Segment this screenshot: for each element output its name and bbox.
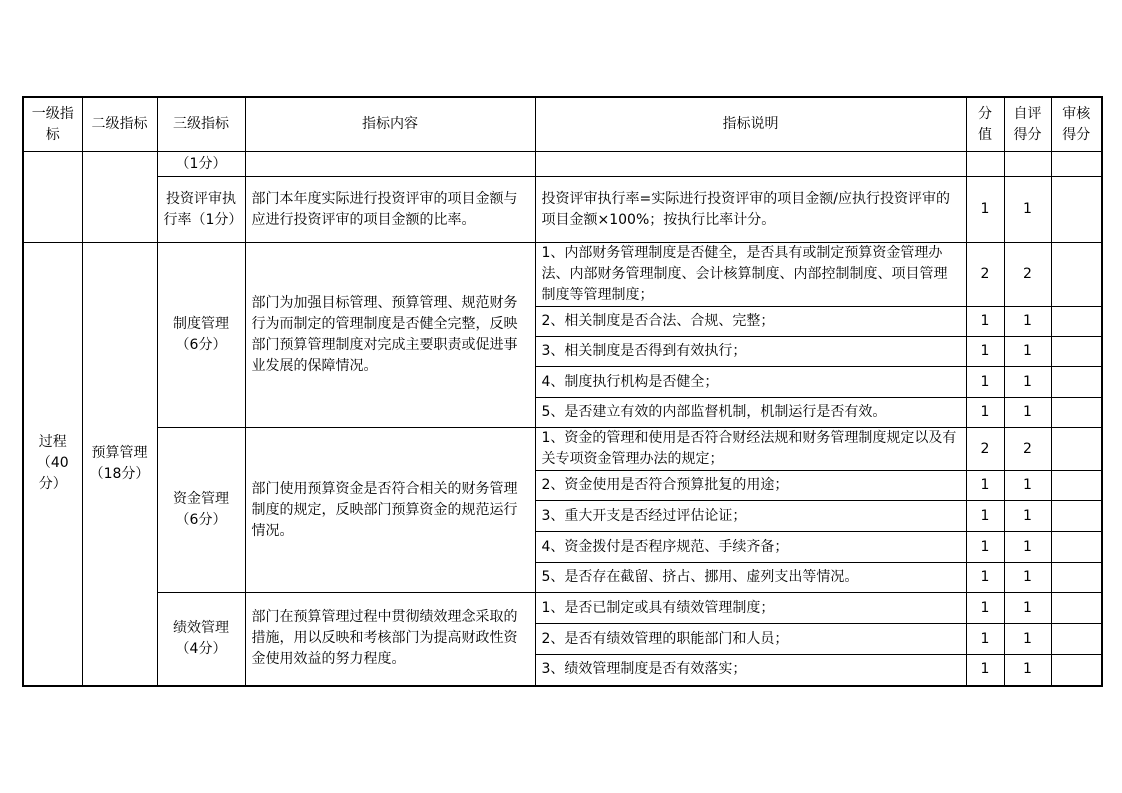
score-cell: 1 bbox=[966, 177, 1004, 243]
evaluation-table bbox=[22, 96, 1103, 687]
audit-score-cell bbox=[1051, 471, 1102, 501]
score-cell: 1 bbox=[966, 563, 1004, 593]
score-cell: 1 bbox=[966, 367, 1004, 398]
table-row bbox=[23, 593, 1102, 624]
desc-cell: 3、相关制度是否得到有效执行； bbox=[535, 337, 966, 367]
desc-cell: 4、资金拨付是否程序规范、手续齐备； bbox=[535, 532, 966, 563]
self-score-cell bbox=[1004, 152, 1051, 177]
level2-cell: 预算管理（18分） bbox=[82, 243, 157, 686]
self-score-cell: 1 bbox=[1004, 593, 1051, 624]
audit-score-cell bbox=[1051, 532, 1102, 563]
score-cell: 2 bbox=[966, 243, 1004, 307]
desc-cell: 2、是否有绩效管理的职能部门和人员； bbox=[535, 624, 966, 655]
desc-cell bbox=[535, 152, 966, 177]
content-cell bbox=[245, 152, 535, 177]
content-cell: 部门在预算管理过程中贯彻绩效理念采取的措施，用以反映和考核部门为提高财政性资金使用效益的努力程度。 bbox=[245, 593, 535, 686]
self-score-cell: 1 bbox=[1004, 471, 1051, 501]
self-score-cell: 1 bbox=[1004, 177, 1051, 243]
score-cell: 1 bbox=[966, 471, 1004, 501]
level3-cell: 资金管理（6分） bbox=[157, 428, 245, 593]
audit-score-cell bbox=[1051, 307, 1102, 337]
score-cell: 1 bbox=[966, 532, 1004, 563]
desc-cell: 3、绩效管理制度是否有效落实； bbox=[535, 655, 966, 686]
score-cell: 1 bbox=[966, 624, 1004, 655]
score-cell: 1 bbox=[966, 593, 1004, 624]
level3-cell: 制度管理（6分） bbox=[157, 243, 245, 428]
desc-cell: 5、是否建立有效的内部监督机制，机制运行是否有效。 bbox=[535, 398, 966, 428]
header-level3: 三级指标 bbox=[157, 97, 245, 152]
self-score-cell: 1 bbox=[1004, 398, 1051, 428]
level3-cell: 投资评审执行率（1分） bbox=[157, 177, 245, 243]
self-score-cell: 1 bbox=[1004, 655, 1051, 686]
header-audit-score: 审核得分 bbox=[1051, 97, 1102, 152]
header-level2: 二级指标 bbox=[82, 97, 157, 152]
audit-score-cell bbox=[1051, 152, 1102, 177]
level3-cell-cont: （1分） bbox=[157, 152, 245, 177]
self-score-cell: 1 bbox=[1004, 307, 1051, 337]
score-cell: 1 bbox=[966, 337, 1004, 367]
score-cell: 1 bbox=[966, 307, 1004, 337]
desc-cell: 2、资金使用是否符合预算批复的用途； bbox=[535, 471, 966, 501]
self-score-cell: 1 bbox=[1004, 337, 1051, 367]
audit-score-cell bbox=[1051, 624, 1102, 655]
header-row bbox=[23, 97, 1102, 152]
self-score-cell: 1 bbox=[1004, 367, 1051, 398]
desc-cell: 1、内部财务管理制度是否健全，是否具有或制定预算资金管理办法、内部财务管理制度、会计核算制度、内部控制制度、项目管理制度等管理制度； bbox=[535, 243, 966, 307]
desc-cell: 3、重大开支是否经过评估论证； bbox=[535, 501, 966, 532]
score-cell: 1 bbox=[966, 398, 1004, 428]
score-cell: 1 bbox=[966, 655, 1004, 686]
audit-score-cell bbox=[1051, 398, 1102, 428]
table-row bbox=[23, 243, 1102, 307]
audit-score-cell bbox=[1051, 243, 1102, 307]
self-score-cell: 2 bbox=[1004, 243, 1051, 307]
content-cell: 部门为加强目标管理、预算管理、规范财务行为而制定的管理制度是否健全完整，反映部门预算管理制度对完成主要职责或促进事业发展的保障情况。 bbox=[245, 243, 535, 428]
desc-cell: 1、资金的管理和使用是否符合财经法规和财务管理制度规定以及有关专项资金管理办法的规定； bbox=[535, 428, 966, 471]
content-cell: 部门本年度实际进行投资评审的项目金额与应进行投资评审的项目金额的比率。 bbox=[245, 177, 535, 243]
audit-score-cell bbox=[1051, 563, 1102, 593]
score-cell: 2 bbox=[966, 428, 1004, 471]
audit-score-cell bbox=[1051, 367, 1102, 398]
audit-score-cell bbox=[1051, 593, 1102, 624]
level1-cell-cont bbox=[23, 152, 82, 243]
level1-cell: 过程（40分） bbox=[23, 243, 82, 686]
header-description: 指标说明 bbox=[535, 97, 966, 152]
desc-cell: 2、相关制度是否合法、合规、完整； bbox=[535, 307, 966, 337]
self-score-cell: 1 bbox=[1004, 624, 1051, 655]
level3-cell: 绩效管理（4分） bbox=[157, 593, 245, 686]
desc-cell: 投资评审执行率=实际进行投资评审的项目金额/应执行投资评审的项目金额×100%；按执行比率计分。 bbox=[535, 177, 966, 243]
desc-cell: 5、是否存在截留、挤占、挪用、虚列支出等情况。 bbox=[535, 563, 966, 593]
audit-score-cell bbox=[1051, 655, 1102, 686]
level2-cell-cont bbox=[82, 152, 157, 243]
audit-score-cell bbox=[1051, 428, 1102, 471]
header-level1: 一级指标 bbox=[23, 97, 82, 152]
header-score: 分值 bbox=[966, 97, 1004, 152]
score-cell bbox=[966, 152, 1004, 177]
table-row bbox=[23, 152, 1102, 177]
self-score-cell: 2 bbox=[1004, 428, 1051, 471]
table-row bbox=[23, 428, 1102, 471]
self-score-cell: 1 bbox=[1004, 532, 1051, 563]
desc-cell: 1、是否已制定或具有绩效管理制度； bbox=[535, 593, 966, 624]
audit-score-cell bbox=[1051, 337, 1102, 367]
content-cell: 部门使用预算资金是否符合相关的财务管理制度的规定，反映部门预算资金的规范运行情况。 bbox=[245, 428, 535, 593]
self-score-cell: 1 bbox=[1004, 563, 1051, 593]
score-cell: 1 bbox=[966, 501, 1004, 532]
header-self-score: 自评得分 bbox=[1004, 97, 1051, 152]
desc-cell: 4、制度执行机构是否健全； bbox=[535, 367, 966, 398]
table-row bbox=[23, 177, 1102, 243]
audit-score-cell bbox=[1051, 177, 1102, 243]
header-content: 指标内容 bbox=[245, 97, 535, 152]
audit-score-cell bbox=[1051, 501, 1102, 532]
self-score-cell: 1 bbox=[1004, 501, 1051, 532]
